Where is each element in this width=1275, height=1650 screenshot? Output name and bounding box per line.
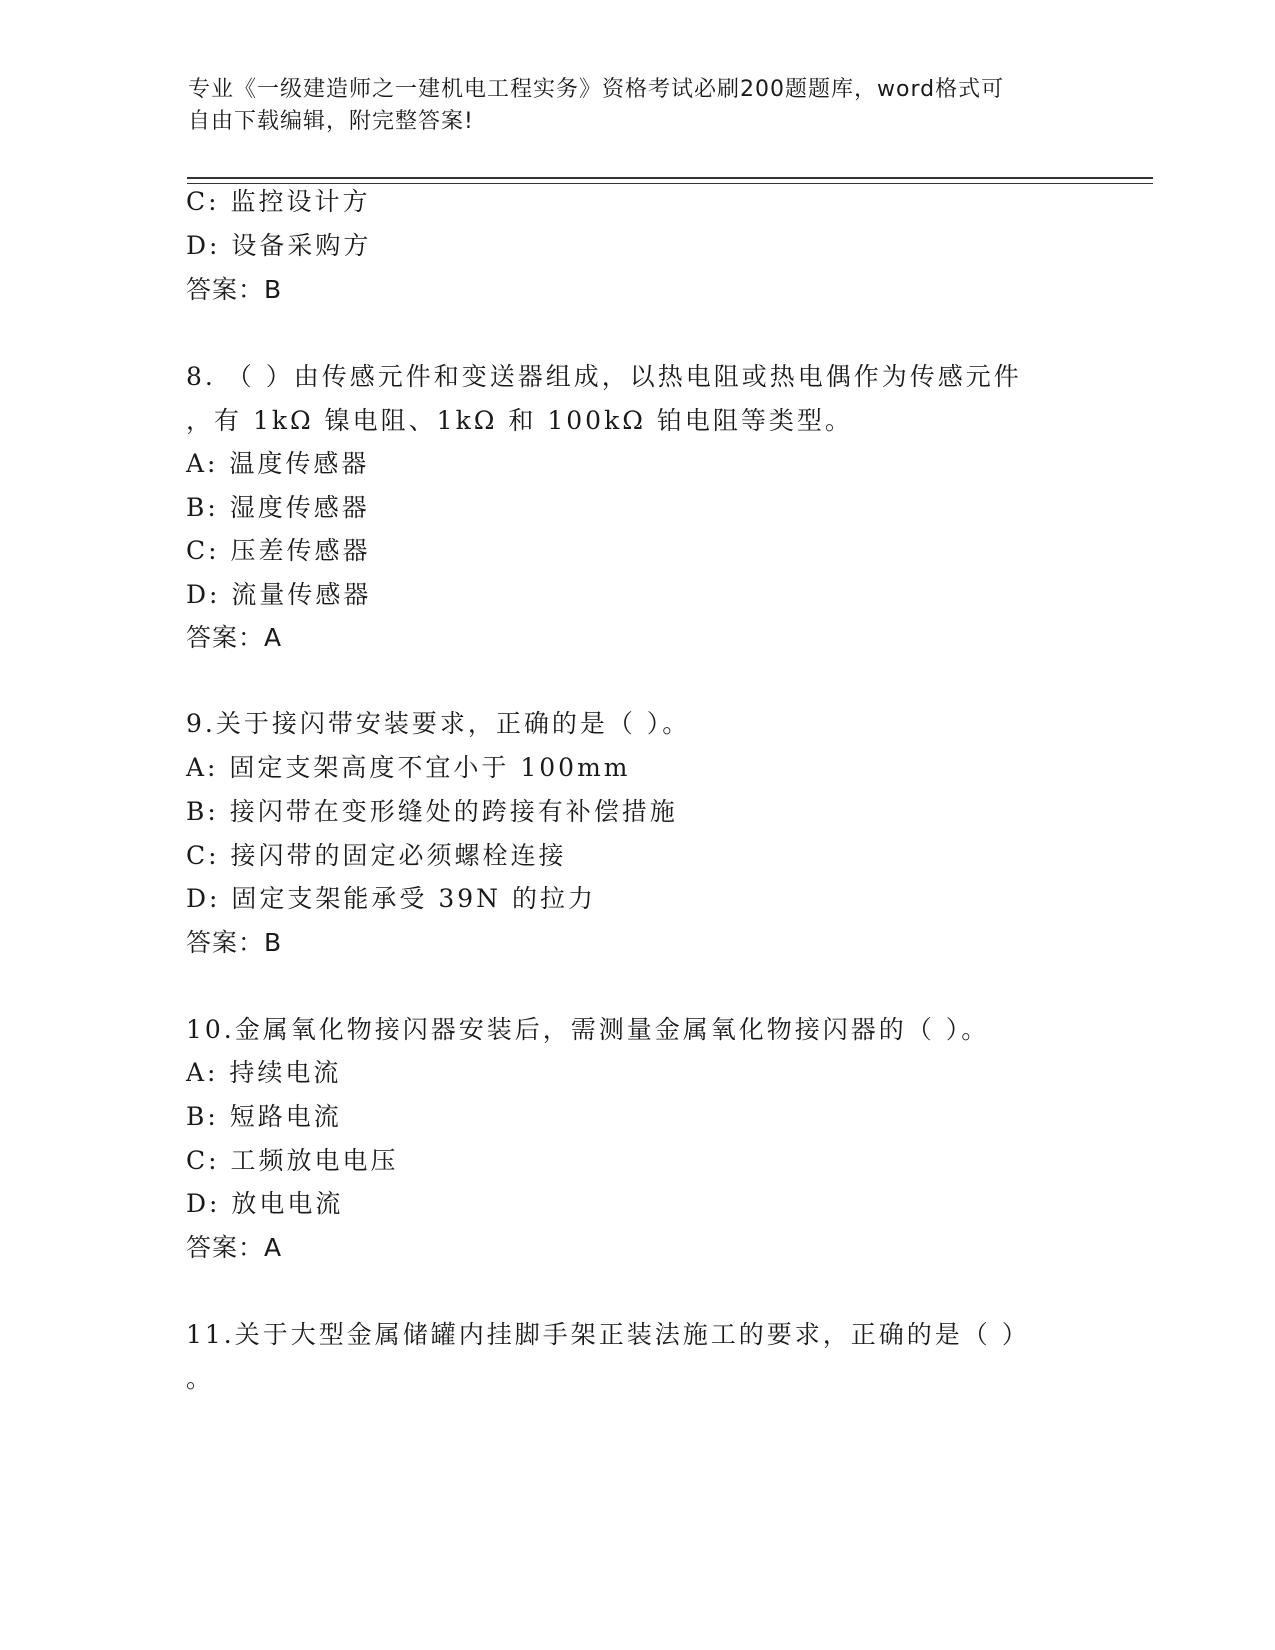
answer: 答案：A — [186, 1233, 283, 1262]
option-c: C: 工频放电电压 — [186, 1146, 399, 1175]
option-b: B: 接闪带在变形缝处的跨接有补偿措施 — [186, 797, 678, 826]
question-stem: 10.金属氧化物接闪器安装后，需测量金属氧化物接闪器的（ ）。 — [186, 1015, 990, 1044]
option-c: C: 接闪带的固定必须螺栓连接 — [186, 841, 567, 870]
answer: 答案：A — [186, 623, 283, 652]
option-b: B: 短路电流 — [186, 1102, 342, 1131]
option-c: C: 压差传感器 — [186, 536, 371, 565]
option-d: D: 固定支架能承受 39N 的拉力 — [186, 884, 596, 913]
question-stem: 11.关于大型金属储罐内挂脚手架正装法施工的要求，正确的是（ ） — [186, 1320, 1030, 1349]
answer: 答案：B — [186, 275, 283, 304]
question-stem-cont: ，有 1kΩ 镍电阻、1kΩ 和 100kΩ 铂电阻等类型。 — [186, 406, 853, 435]
option-d: D: 流量传感器 — [186, 580, 372, 609]
option-a: A: 固定支架高度不宜小于 100mm — [186, 753, 631, 782]
question-stem: 8. （ ）由传感元件和变送器组成，以热电阻或热电偶作为传感元件 — [186, 362, 1022, 391]
option-a: A: 持续电流 — [186, 1058, 342, 1087]
option-c: C: 监控设计方 — [186, 187, 371, 216]
answer: 答案：B — [186, 928, 283, 957]
question-stem: 9.关于接闪带安装要求，正确的是（ ）。 — [186, 709, 691, 738]
option-a: A: 温度传感器 — [186, 449, 370, 478]
question-stem-cont: 。 — [186, 1364, 215, 1393]
header-line-2: 自由下载编辑，附完整答案! — [188, 109, 474, 134]
option-d: D: 设备采购方 — [186, 231, 372, 260]
header-line-1: 专业《一级建造师之一建机电工程实务》资格考试必刷200题题库，word格式可 — [188, 77, 1005, 102]
option-b: B: 湿度传感器 — [186, 493, 370, 522]
option-d: D: 放电电流 — [186, 1189, 344, 1218]
